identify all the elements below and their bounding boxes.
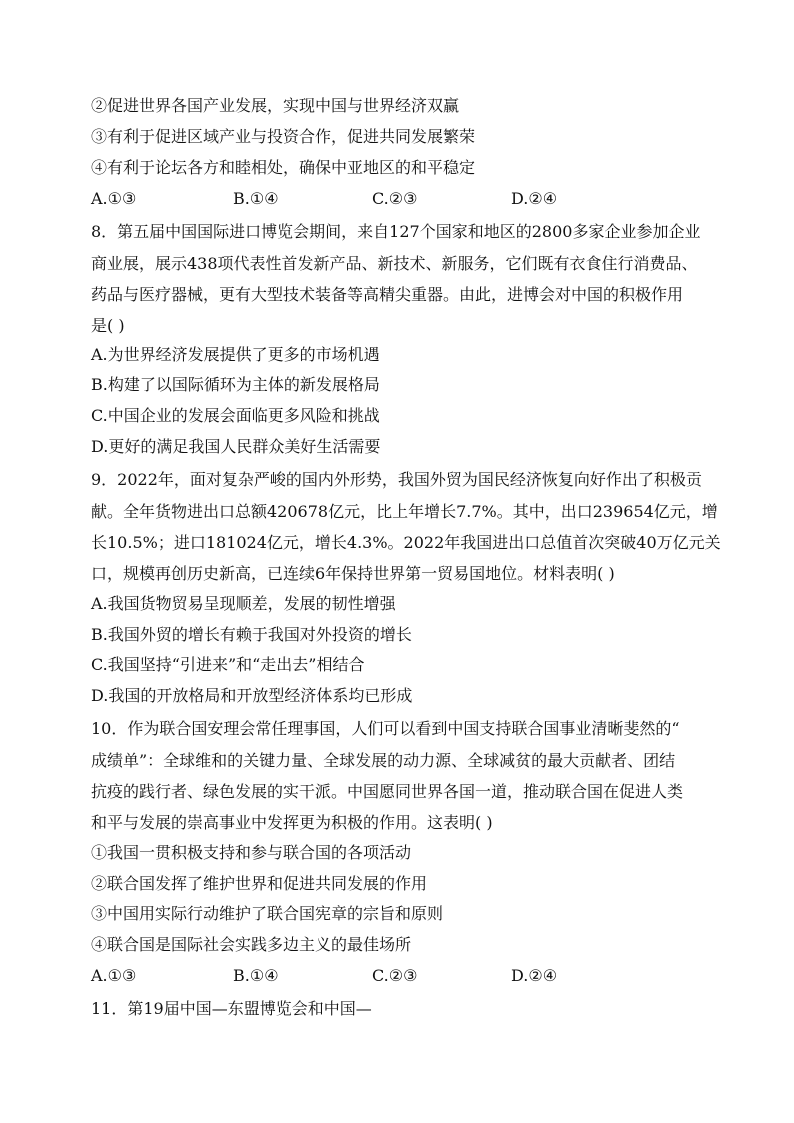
q8-option-b: B.构建了以国际循环为主体的新发展格局 xyxy=(91,375,380,394)
q7-item-2: ②促进世界各国产业发展，实现中国与世界经济双赢 xyxy=(91,96,460,115)
q10-stem-line-3: 抗疫的践行者、绿色发展的实干派。中国愿同世界各国一道，推动联合国在促进人类 xyxy=(91,782,684,801)
q8-stem-line-4: 是( ) xyxy=(91,316,125,335)
q9-option-a: A.我国货物贸易呈现顺差，发展的韧性增强 xyxy=(91,594,396,613)
q9-option-c: C.我国坚持“引进来”和“走出去”相结合 xyxy=(91,655,365,674)
q10-option-a: A.①③ xyxy=(91,966,137,985)
q7-item-4: ④有利于论坛各方和睦相处，确保中亚地区的和平稳定 xyxy=(91,158,476,177)
q10-item-3: ③中国用实际行动维护了联合国宪章的宗旨和原则 xyxy=(91,904,444,923)
q11-stem-line-1: 11．第19届中国—东盟博览会和中国— xyxy=(91,999,372,1018)
q10-option-c: C.②③ xyxy=(372,966,418,985)
q8-option-d: D.更好的满足我国人民群众美好生活需要 xyxy=(91,437,381,456)
q8-option-c: C.中国企业的发展会面临更多风险和挑战 xyxy=(91,406,380,425)
q8-stem-line-3: 药品与医疗器械，更有大型技术装备等高精尖重器。由此，进博会对中国的积极作用 xyxy=(91,285,684,304)
q10-stem-line-1: 10．作为联合国安理会常任理事国，人们可以看到中国支持联合国事业清晰斐然的“ xyxy=(91,719,680,738)
q10-option-d: D.②④ xyxy=(511,966,558,985)
q10-options xyxy=(91,961,711,991)
q8-stem-line-1: 8．第五届中国国际进口博览会期间，来自127个国家和地区的2800多家企业参加企业 xyxy=(91,222,701,241)
q10-item-4: ④联合国是国际社会实践多边主义的最佳场所 xyxy=(91,935,412,954)
q7-item-3: ③有利于促进区域产业与投资合作，促进共同发展繁荣 xyxy=(91,127,476,146)
q7-option-d: D.②④ xyxy=(511,189,558,208)
q8-option-a: A.为世界经济发展提供了更多的市场机遇 xyxy=(91,345,380,364)
q7-option-a: A.①③ xyxy=(91,189,137,208)
q8-stem-line-2: 商业展，展示438项代表性首发新产品、新技术、新服务，它们既有衣食住行消费品、 xyxy=(91,254,698,273)
q9-stem-line-1: 9．2022年，面对复杂严峻的国内外形势，我国外贸为国民经济恢复向好作出了积极贡 xyxy=(91,470,702,489)
q9-stem-line-3: 长10.5%；进口181024亿元，增长4.3%。2022年我国进出口总值首次突破40万亿元关 xyxy=(91,533,721,552)
q9-stem-line-2: 献。全年货物进出口总额420678亿元，比上年增长7.7%。其中，出口239654亿元，增 xyxy=(91,502,718,521)
q7-option-b: B.①④ xyxy=(233,189,279,208)
q10-item-1: ①我国一贯积极支持和参与联合国的各项活动 xyxy=(91,843,412,862)
q9-option-b: B.我国外贸的增长有赖于我国对外投资的增长 xyxy=(91,625,412,644)
q7-options xyxy=(91,184,711,214)
q9-option-d: D.我国的开放格局和开放型经济体系均已形成 xyxy=(91,686,413,705)
q9-stem-line-4: 口，规模再创历史新高，已连续6年保持世界第一贸易国地位。材料表明( ) xyxy=(91,564,615,583)
q10-stem-line-4: 和平与发展的崇高事业中发挥更为积极的作用。这表明( ) xyxy=(91,813,493,832)
q10-item-2: ②联合国发挥了维护世界和促进共同发展的作用 xyxy=(91,874,428,893)
q10-stem-line-2: 成绩单”：全球维和的关键力量、全球发展的动力源、全球减贫的最大贡献者、团结 xyxy=(91,751,676,770)
q10-option-b: B.①④ xyxy=(233,966,279,985)
q7-option-c: C.②③ xyxy=(372,189,418,208)
